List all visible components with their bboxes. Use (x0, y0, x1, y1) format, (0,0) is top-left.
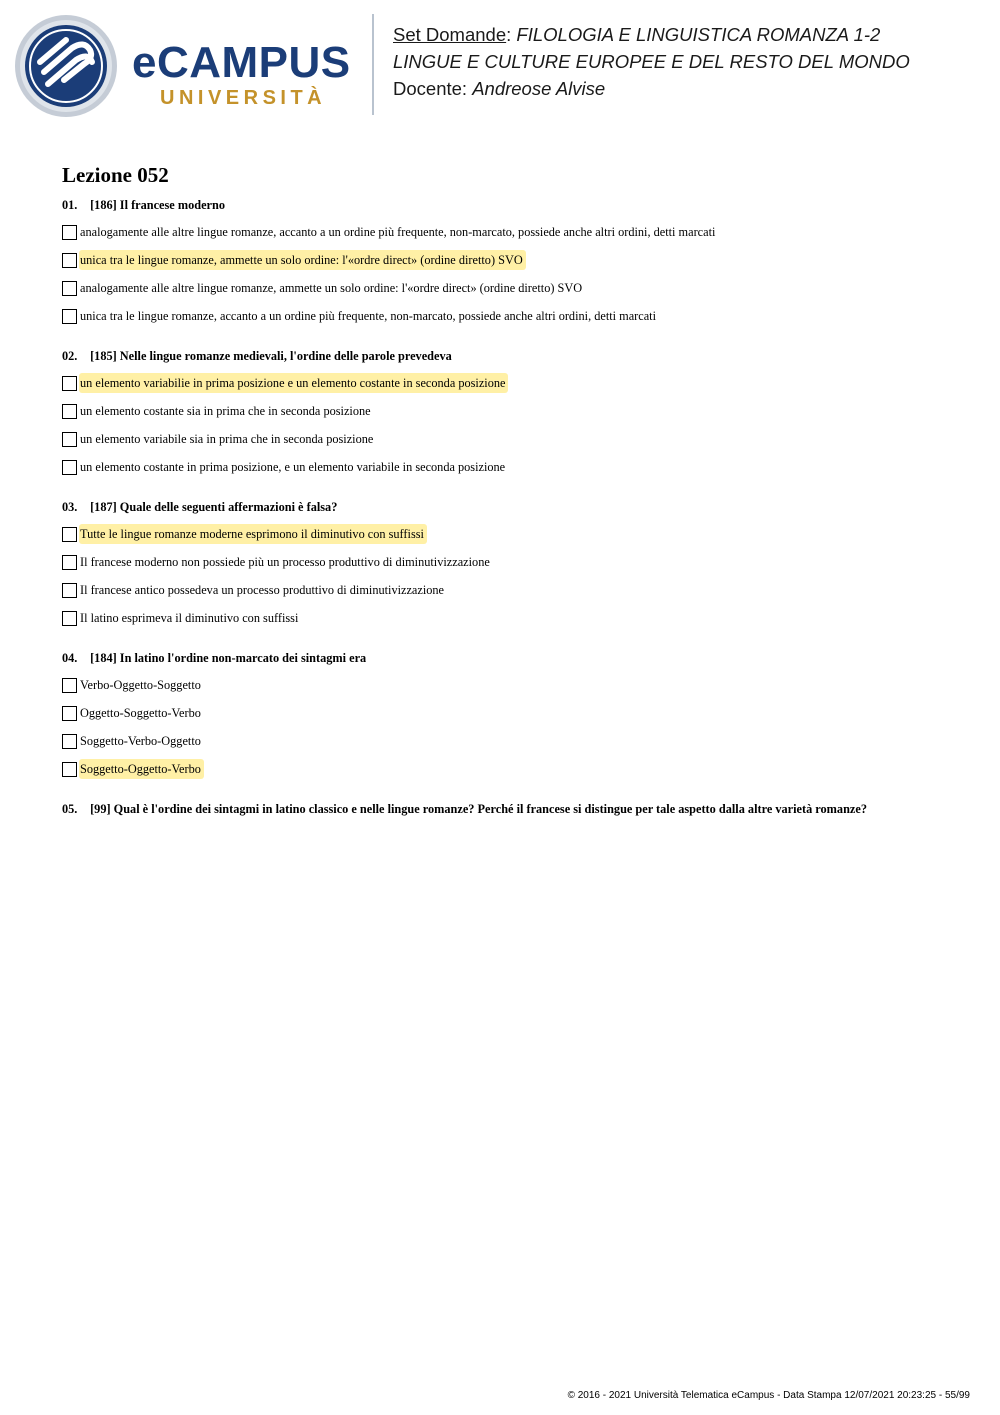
answer-text: analogamente alle altre lingue romanze, accanto a un ordine più frequente, non-marcato, possiede anche altri ordini, detti marcati (80, 225, 716, 239)
ecampus-wordmark-logo (132, 40, 356, 112)
question-text: [187] Quale delle seguenti affermazioni è falsa? (90, 500, 338, 514)
answer-option[interactable] (62, 250, 962, 270)
answer-option[interactable] (62, 731, 962, 751)
answer-checkbox[interactable] (62, 281, 77, 296)
set-domande-label: Set Domande (393, 24, 507, 45)
question (62, 800, 962, 818)
question-text: [184] In latino l'ordine non-marcato dei sintagmi era (90, 651, 367, 665)
header-divider (372, 14, 374, 115)
answer-option[interactable] (62, 429, 962, 449)
answer-option[interactable] (62, 524, 962, 544)
answer-option[interactable] (62, 608, 962, 628)
set-domande-row (393, 21, 993, 48)
answer-checkbox[interactable] (62, 460, 77, 475)
answer-checkbox[interactable] (62, 611, 77, 626)
answer-checkbox[interactable] (62, 678, 77, 693)
answer-text: Soggetto-Verbo-Oggetto (80, 734, 201, 748)
ecampus-emblem-logo (14, 14, 118, 118)
question-number: 02. (62, 349, 78, 363)
answer-option[interactable] (62, 457, 962, 477)
answer-text: Verbo-Oggetto-Soggetto (80, 678, 201, 692)
set-domande-colon: : (506, 24, 512, 45)
answer-checkbox[interactable] (62, 432, 77, 447)
answer-checkbox[interactable] (62, 225, 77, 240)
question-text: [186] Il francese moderno (90, 198, 225, 212)
docente-label: Docente: (393, 78, 468, 99)
answer-option[interactable] (62, 306, 962, 326)
question (62, 649, 962, 667)
question (62, 196, 962, 214)
answer-text: Tutte le lingue romanze moderne esprimono il diminutivo con suffissi (79, 524, 427, 544)
question-text: [185] Nelle lingue romanze medievali, l'ordine delle parole prevedeva (90, 349, 452, 363)
answer-option[interactable] (62, 222, 962, 242)
answer-text: unica tra le lingue romanze, accanto a un ordine più frequente, non-marcato, possiede anche altri ordini, detti marcati (80, 309, 657, 323)
answer-checkbox[interactable] (62, 734, 77, 749)
answer-option[interactable] (62, 401, 962, 421)
docente-row (393, 75, 993, 102)
answer-text: Soggetto-Oggetto-Verbo (79, 759, 204, 779)
answer-checkbox[interactable] (62, 253, 77, 268)
question-text: [99] Qual è l'ordine dei sintagmi in latino classico e nelle lingue romanze? Perché il francese si distingue per tale aspetto dalla altre varietà romanze? (90, 802, 867, 816)
answer-text: Il francese antico possedeva un processo produttivo di diminutivizzazione (80, 583, 445, 597)
answer-text: un elemento variabilie in prima posizione e un elemento costante in seconda posizione (79, 373, 508, 393)
answer-text: analogamente alle altre lingue romanze, ammette un solo ordine: l'«ordre direct» (ordine diretto) SVO (80, 281, 583, 295)
course-header (393, 21, 993, 102)
answer-checkbox[interactable] (62, 555, 77, 570)
answer-checkbox[interactable] (62, 527, 77, 542)
logo-sub-text: UNIVERSITÀ (160, 87, 327, 109)
question-number: 03. (62, 500, 78, 514)
page-footer: © 2016 - 2021 Università Telematica eCampus - Data Stampa 12/07/2021 20:23:25 - 55/99 (567, 1390, 970, 1401)
question (62, 498, 962, 516)
course-title: FILOLOGIA E LINGUISTICA ROMANZA 1-2 (516, 24, 881, 45)
answer-checkbox[interactable] (62, 376, 77, 391)
answer-option[interactable] (62, 675, 962, 695)
answer-option[interactable] (62, 552, 962, 572)
course-program-row (393, 48, 993, 75)
course-program: LINGUE E CULTURE EUROPEE E DEL RESTO DEL MONDO (393, 51, 910, 72)
answer-option[interactable] (62, 373, 962, 393)
answer-checkbox[interactable] (62, 762, 77, 777)
question (62, 347, 962, 365)
logo-brand-text: eCAMPUS (132, 38, 351, 87)
answer-option[interactable] (62, 580, 962, 600)
answer-text: un elemento costante in prima posizione, e un elemento variabile in seconda posizione (80, 460, 506, 474)
answer-text: un elemento variabile sia in prima che in seconda posizione (80, 432, 374, 446)
answer-text: un elemento costante sia in prima che in seconda posizione (80, 404, 371, 418)
answer-option[interactable] (62, 703, 962, 723)
answer-checkbox[interactable] (62, 309, 77, 324)
answer-option[interactable] (62, 278, 962, 298)
answer-text: Oggetto-Soggetto-Verbo (80, 706, 201, 720)
lesson-title: Lezione 052 (62, 163, 169, 187)
answer-text: unica tra le lingue romanze, ammette un solo ordine: l'«ordre direct» (ordine diretto) SVO (79, 250, 526, 270)
answer-checkbox[interactable] (62, 583, 77, 598)
answer-checkbox[interactable] (62, 404, 77, 419)
docente-name: Andreose Alvise (472, 78, 606, 99)
answer-text: Il francese moderno non possiede più un processo produttivo di diminutivizzazione (80, 555, 490, 569)
answer-text: Il latino esprimeva il diminutivo con suffissi (80, 611, 299, 625)
question-number: 05. (62, 802, 78, 816)
question-number: 01. (62, 198, 78, 212)
answer-checkbox[interactable] (62, 706, 77, 721)
answer-option[interactable] (62, 759, 962, 779)
question-number: 04. (62, 651, 78, 665)
